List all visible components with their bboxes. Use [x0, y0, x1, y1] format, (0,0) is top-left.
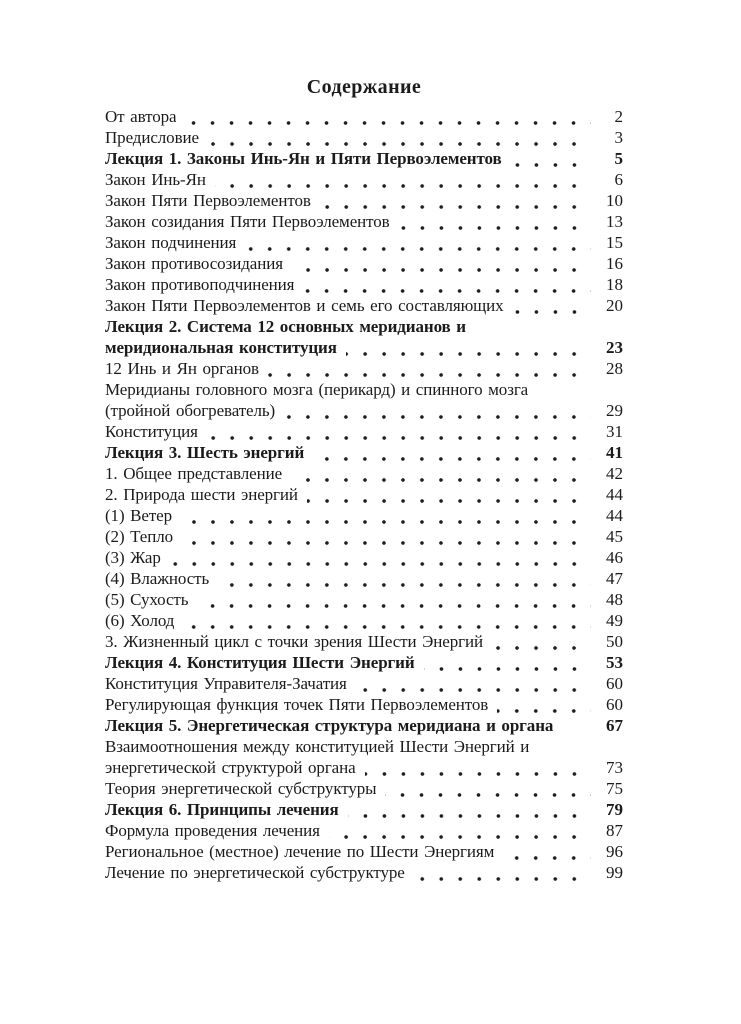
toc-entry-text: Взаимоотношения между конституцией Шести Энергий и: [105, 737, 530, 756]
toc-entry-text: Лекция 2. Система 12 основных меридианов и: [105, 317, 466, 336]
toc-page-number: 20: [606, 296, 623, 315]
dot-leader: [170, 552, 591, 566]
toc-entry: [105, 821, 623, 842]
toc-entry: [105, 191, 623, 212]
toc-entry-text: Конституция: [105, 422, 198, 441]
dot-leader: [385, 783, 591, 797]
dot-leader: [513, 300, 591, 314]
dot-leader: [292, 258, 591, 272]
dot-leader: [313, 447, 591, 461]
toc-entry: [105, 758, 623, 779]
toc-entry: [105, 464, 623, 485]
toc-entry: [105, 317, 623, 338]
dot-leader: [346, 342, 591, 356]
toc-page-number: 23: [606, 338, 623, 357]
toc-entry: [105, 506, 623, 527]
toc-entry-text: (3) Жар: [105, 548, 161, 567]
dot-leader: [183, 615, 591, 629]
toc-entry: [105, 380, 623, 401]
dot-leader: [503, 846, 591, 860]
toc-entry-text: Лекция 5. Энергетическая структура меридиана и органа: [105, 716, 554, 735]
toc-entry: [105, 422, 623, 443]
toc-entry-text: (1) Ветер: [105, 506, 173, 525]
toc-entry-text: Закон созидания Пяти Первоэлементов: [105, 212, 390, 231]
toc-entry-text: 1. Общее представление: [105, 464, 283, 483]
toc-entry: [105, 443, 623, 464]
toc-page-number: 75: [606, 779, 623, 798]
toc-page-number: 48: [606, 590, 623, 609]
toc-entry: [105, 233, 623, 254]
toc-page-number: 44: [606, 485, 623, 504]
dot-leader: [356, 678, 591, 692]
toc-entry-text: Предисловие: [105, 128, 199, 147]
toc-entry-text: энергетической структурой органа: [105, 758, 356, 777]
toc-entry: [105, 170, 623, 191]
toc-entry-text: Регулирующая функция точек Пяти Первоэлементов: [105, 695, 489, 714]
toc-entry-text: (тройной обогреватель): [105, 401, 276, 420]
toc-entry-text: Закон Инь-Ян: [105, 170, 206, 189]
toc-entry: [105, 653, 623, 674]
toc-page-number: 45: [606, 527, 623, 546]
toc-entry: [105, 128, 623, 149]
toc-page-number: 29: [606, 401, 623, 420]
toc-entry: [105, 149, 623, 170]
toc-page-number: 50: [606, 632, 623, 651]
dot-leader: [268, 363, 591, 377]
toc-page-number: 41: [606, 443, 623, 462]
toc-page-number: 99: [606, 863, 623, 882]
dot-leader: [245, 237, 591, 251]
toc-entry-text: Лекция 6. Принципы лечения: [105, 800, 339, 819]
dot-leader: [424, 657, 591, 671]
toc-page-number: 49: [606, 611, 623, 630]
dot-leader: [475, 321, 591, 335]
toc-entry-text: Закон Пяти Первоэлементов и семь его составляющих: [105, 296, 504, 315]
toc-page-number: 60: [606, 674, 623, 693]
toc-entry-text: Формула проведения лечения: [105, 821, 320, 840]
book-page: [105, 76, 623, 884]
toc-entry: [105, 485, 623, 506]
dot-leader: [538, 741, 591, 755]
toc-entry-text: (2) Тепло: [105, 527, 174, 546]
toc-entry-text: (5) Сухость: [105, 590, 189, 609]
dot-leader: [320, 195, 591, 209]
toc-entry-text: Теория энергетической субструктуры: [105, 779, 377, 798]
dot-leader: [497, 699, 591, 713]
toc-entry-text: Лекция 3. Шесть энергий: [105, 443, 305, 462]
toc-entry: [105, 632, 623, 653]
dot-leader: [537, 384, 591, 398]
toc-page-number: 3: [614, 128, 623, 147]
dot-leader: [365, 762, 591, 776]
toc-entry-text: Закон противоподчинения: [105, 275, 295, 294]
toc-entry-text: Закон Пяти Первоэлементов: [105, 191, 311, 210]
toc-entry-text: Конституция Управителя-Зачатия: [105, 674, 347, 693]
dot-leader: [511, 153, 591, 167]
toc-entry: [105, 842, 623, 863]
toc-page-number: 73: [606, 758, 623, 777]
dot-leader: [291, 468, 591, 482]
toc-entry-text: Лекция 4. Конституция Шести Энергий: [105, 653, 415, 672]
toc-page-number: 46: [606, 548, 623, 567]
dot-leader: [307, 489, 591, 503]
toc-page-number: 44: [606, 506, 623, 525]
toc-entry: [105, 338, 623, 359]
dot-leader: [399, 216, 591, 230]
toc-entry-text: Региональное (местное) лечение по Шести Энергиям: [105, 842, 495, 861]
toc-page-number: 53: [606, 653, 623, 672]
toc-entry: [105, 359, 623, 380]
toc-entry: [105, 779, 623, 800]
dot-leader: [562, 720, 591, 734]
toc-page-number: 5: [614, 149, 623, 168]
toc-entry-text: От автора: [105, 107, 177, 126]
toc-page-number: 18: [606, 275, 623, 294]
dot-leader: [197, 594, 591, 608]
toc-entry: [105, 590, 623, 611]
toc-entry-text: (4) Влажность: [105, 569, 210, 588]
toc-entry: [105, 401, 623, 422]
dot-leader: [181, 510, 591, 524]
toc-page-number: 31: [606, 422, 623, 441]
toc-entry-text: 12 Инь и Ян органов: [105, 359, 259, 378]
toc-entry: [105, 275, 623, 296]
toc-entry-text: 3. Жизненный цикл с точки зрения Шести Энергий: [105, 632, 483, 651]
toc-entry: [105, 716, 623, 737]
toc-page-number: 15: [606, 233, 623, 252]
toc-page-number: 42: [606, 464, 623, 483]
toc-page-number: 10: [606, 191, 623, 210]
toc-entry-text: Лечение по энергетической субструктуре: [105, 863, 405, 882]
dot-leader: [284, 405, 591, 419]
toc-entry-text: (6) Холод: [105, 611, 175, 630]
toc-entry: [105, 107, 623, 128]
dot-leader: [215, 174, 591, 188]
dot-leader: [207, 426, 591, 440]
toc-entry: [105, 800, 623, 821]
dot-leader: [348, 804, 591, 818]
toc-entry: [105, 212, 623, 233]
toc-title: Содержание: [306, 76, 422, 98]
toc-entry: [105, 569, 623, 590]
toc-entry: [105, 296, 623, 317]
toc-entry: [105, 695, 623, 716]
toc-entry: [105, 863, 623, 884]
toc-entry-text: Закон подчинения: [105, 233, 237, 252]
dot-leader: [414, 867, 591, 881]
toc-entry: [105, 548, 623, 569]
toc-entry-text: Меридианы головного мозга (перикард) и спинного мозга: [105, 380, 529, 399]
toc-entry-text: меридиональная конституция: [105, 338, 337, 357]
toc-entry: [105, 527, 623, 548]
toc-entry-text: Закон противосозидания: [105, 254, 283, 273]
toc-page-number: 79: [606, 800, 623, 819]
dot-leader: [208, 132, 591, 146]
toc-entry: [105, 611, 623, 632]
toc-list: [105, 107, 623, 884]
toc-entry: [105, 737, 623, 758]
toc-entry: [105, 674, 623, 695]
toc-page-number: 47: [606, 569, 623, 588]
dot-leader: [218, 573, 591, 587]
toc-page-number: 6: [614, 170, 623, 189]
toc-page-number: 87: [606, 821, 623, 840]
toc-page-number: 16: [606, 254, 623, 273]
toc-entry-text: 2. Природа шести энергий: [105, 485, 298, 504]
dot-leader: [329, 825, 591, 839]
dot-leader: [182, 531, 591, 545]
toc-page-number: 28: [606, 359, 623, 378]
toc-page-number: 96: [606, 842, 623, 861]
toc-page-number: 67: [606, 716, 623, 735]
toc-page-number: 13: [606, 212, 623, 231]
toc-page-number: 2: [614, 107, 623, 126]
toc-page-number: 60: [606, 695, 623, 714]
dot-leader: [492, 636, 591, 650]
dot-leader: [185, 111, 591, 125]
toc-entry: [105, 254, 623, 275]
toc-entry-text: Лекция 1. Законы Инь-Ян и Пяти Первоэлементов: [105, 149, 502, 168]
dot-leader: [303, 279, 591, 293]
